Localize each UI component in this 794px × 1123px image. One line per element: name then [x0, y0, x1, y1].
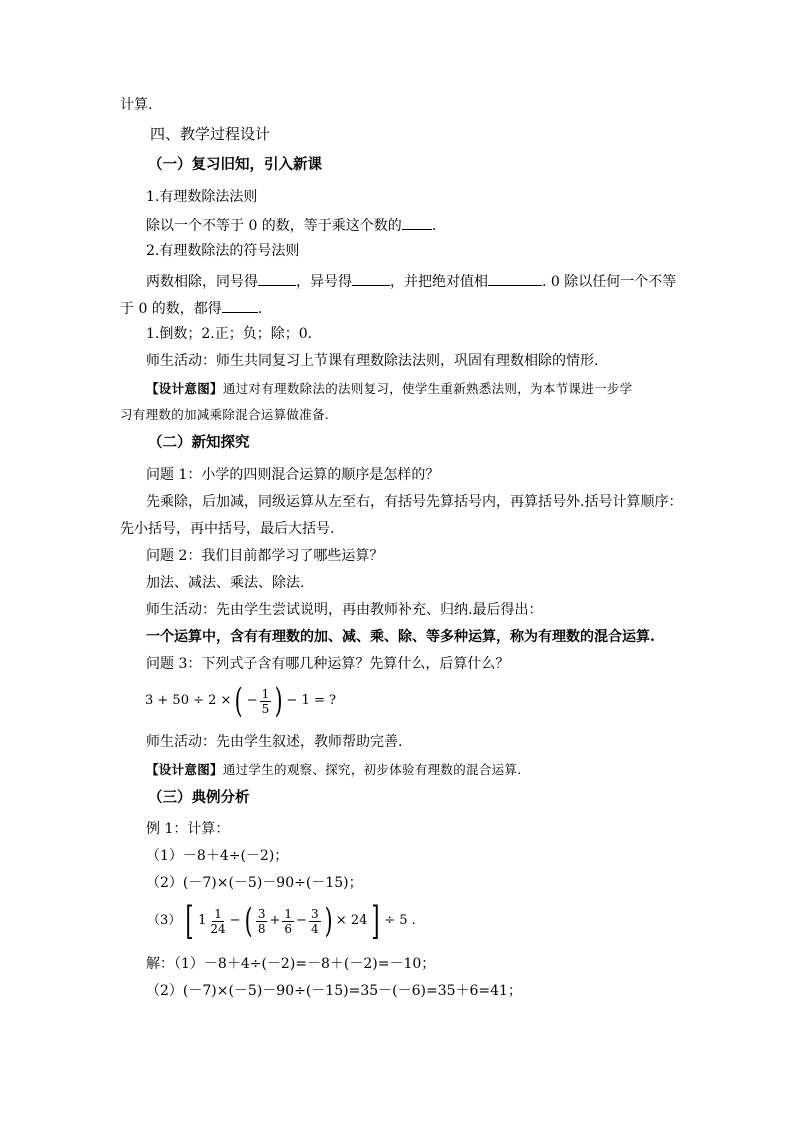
text-line: 问题 3：下列式子含有哪几种运算？先算什么，后算什么？ — [146, 656, 510, 672]
text-line: 问题 1：小学的四则混合运算的顺序是怎样的？ — [146, 467, 440, 483]
text-line: 师生活动：师生共同复习上节课有理数除法法则，巩固有理数相除的情形. — [146, 353, 599, 369]
text-fragment: ，并把绝对值相 — [390, 274, 488, 290]
fraction — [256, 907, 268, 936]
text-line: 先乘除，后加减，同级运算从左至右，有括号先算括号内，再算括号外.括号计算顺序： — [146, 494, 683, 510]
text-line: 1.有理数除法法则 — [146, 189, 258, 205]
subsection-heading: （一）复习旧知，引入新课 — [148, 156, 322, 173]
subsection-heading: （三）典例分析 — [148, 789, 250, 806]
formula-text: + — [269, 913, 281, 928]
numerator: 1 — [284, 906, 293, 921]
fill-blank — [402, 215, 432, 230]
text-fragment: 除以一个不等于 0 的数，等于乘这个数的 — [146, 218, 402, 234]
text-fragment: 通过对有理数除法的法则复习，使学生重新熟悉法则，为本节课进一步学 — [222, 381, 633, 396]
right-bracket: ] — [371, 899, 380, 943]
fill-blank — [258, 271, 296, 286]
subsection-heading: （二）新知探究 — [148, 434, 250, 451]
text-line — [120, 298, 262, 318]
formula-expression — [144, 680, 337, 722]
denominator: 24 — [210, 921, 226, 936]
section-heading: 四、教学过程设计 — [150, 125, 271, 143]
text-line: 2.有理数除法的符号法则 — [146, 243, 300, 259]
text-fragment: 于 0 的数，都得 — [120, 301, 222, 317]
right-paren: ) — [274, 681, 283, 721]
numerator: 3 — [310, 906, 319, 921]
denominator: 6 — [284, 921, 293, 936]
definition-text: 一个运算中，含有有理数的加、减、乘、除、等多种运算，称为有理数的混合运算. — [146, 629, 655, 645]
numerator: 3 — [257, 906, 266, 921]
design-intent-continued: 习有理数的加减乘除混合运算做准备. — [120, 407, 330, 422]
design-intent — [146, 761, 522, 779]
formula-text: × 24 — [335, 913, 368, 928]
formula-text: ÷ 5 . — [384, 913, 416, 928]
text-fragment: 两数相除，同号得 — [146, 274, 258, 290]
text-line — [146, 271, 676, 291]
design-intent — [146, 380, 632, 398]
formula-text: 1 — [198, 913, 207, 928]
right-paren: ) — [324, 901, 333, 941]
design-intent-tag: 【设计意图】 — [146, 381, 223, 396]
text-line: 师生活动：先由学生叙述，教师帮助完善. — [146, 734, 403, 750]
formula-text: − 1 = ? — [286, 693, 336, 708]
text-fragment: 通过学生的观察、探究，初步体验有理数的混合运算. — [222, 762, 522, 777]
left-bracket: [ — [185, 899, 194, 943]
text-line: （2）(－7)×(－5)－90÷(－15)； — [146, 875, 363, 891]
fraction — [309, 907, 321, 936]
text-line — [146, 215, 436, 235]
text-fragment: . 0 除以任何一个不等 — [542, 274, 677, 290]
design-intent-tag: 【设计意图】 — [146, 762, 223, 777]
denominator: 5 — [261, 701, 270, 716]
formula-expression — [146, 898, 417, 944]
text-fragment: . — [257, 301, 263, 317]
text-line: 先小括号，再中括号，最后大括号. — [120, 521, 335, 537]
fraction — [260, 687, 272, 716]
numerator: 1 — [214, 906, 222, 921]
formula-label: （3） — [147, 913, 182, 928]
formula-text: − — [296, 913, 307, 928]
text-line: 问题 2：我们目前都学习了哪些运算？ — [146, 548, 384, 564]
fill-blank — [488, 271, 542, 286]
formula-text: − — [229, 913, 241, 928]
text-line: 解：（1）－8＋4÷(－2)=－8＋(－2)=－10； — [146, 956, 436, 972]
formula-text: − — [246, 693, 258, 708]
text-line: 1.倒数；2.正；负；除；0. — [146, 326, 313, 342]
left-paren: ( — [244, 901, 253, 941]
numerator: 1 — [261, 686, 270, 701]
fill-blank — [352, 271, 390, 286]
text-line: 师生活动：先由学生尝试说明，再由教师补充、归纳.最后得出： — [146, 602, 543, 618]
text-fragment: . — [431, 218, 437, 234]
formula-text: 3 + 50 ÷ 2 × — [145, 693, 232, 708]
text-line: 加法、减法、乘法、除法. — [146, 575, 305, 591]
fraction — [282, 907, 294, 936]
text-fragment: ，异号得 — [296, 274, 352, 290]
text-line: （2）(－7)×(－5)－90÷(－15)=35－(－6)=35＋6=41； — [146, 983, 522, 999]
fraction — [208, 907, 227, 936]
text-line: 计算. — [120, 97, 153, 113]
text-line: （1）－8＋4÷(－2)； — [146, 848, 289, 864]
denominator: 4 — [310, 921, 319, 936]
fill-blank — [222, 298, 258, 313]
left-paren: ( — [235, 681, 244, 721]
text-line: 例 1：计算： — [146, 821, 230, 837]
denominator: 8 — [257, 921, 266, 936]
